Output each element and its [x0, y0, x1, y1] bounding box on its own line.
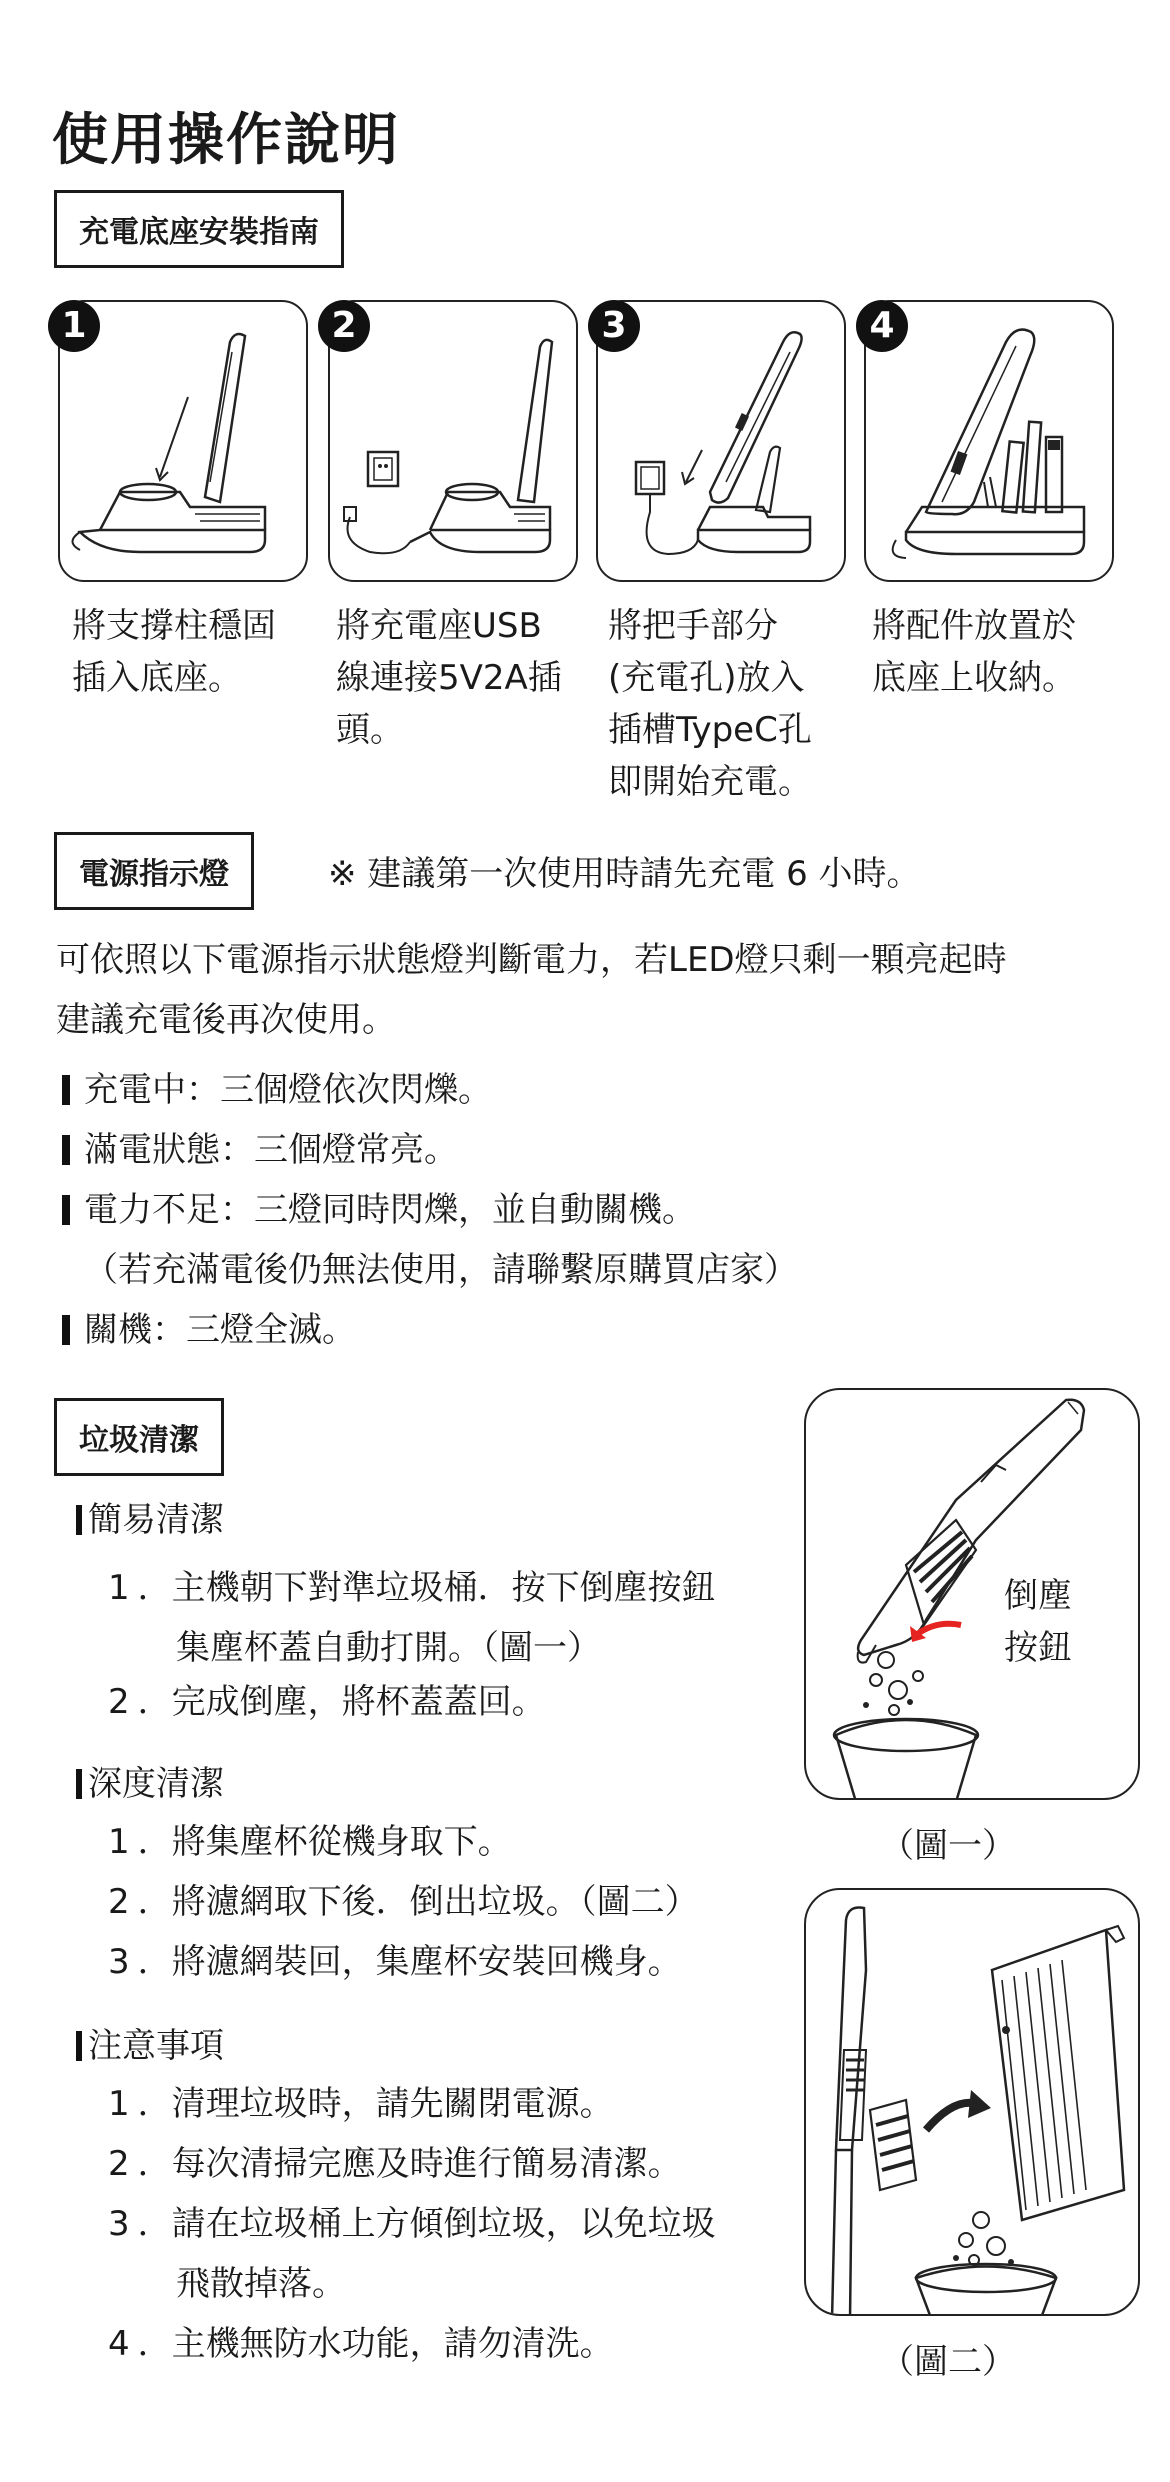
simple-item-2: 2 ．完成倒塵，將杯蓋蓋回。	[108, 1682, 546, 1722]
power-intro: 可依照以下電源指示狀態燈判斷電力，若LED燈只剩一顆亮起時 建議充電後再次使用。	[56, 940, 1007, 1040]
dust-button-label: 倒塵 按鈕	[1004, 1576, 1072, 1668]
step-1-caption: 將支撐柱穩固 插入底座。	[72, 606, 276, 698]
step-4-caption: 將配件放置於 底座上收納。	[872, 606, 1076, 698]
caution-item-1: 1 ．清理垃圾時，請先關閉電源。	[108, 2084, 614, 2124]
caution-item-2: 2 ．每次清掃完應及時進行簡易清潔。	[108, 2144, 682, 2184]
state-full: 滿電狀態：三個燈常亮。	[62, 1122, 458, 1178]
caution-item-4: 4 ．主機無防水功能，請勿清洗。	[108, 2324, 614, 2364]
simple-item-1: 1 ．主機朝下對準垃圾桶．按下倒塵按鈕 集塵杯蓋自動打開。（圖一）	[108, 1568, 716, 1668]
state-note: （若充滿電後仍無法使用，請聯繫原購買店家）	[84, 1250, 798, 1290]
state-low: 電力不足：三燈同時閃爍，並自動關機。	[62, 1182, 696, 1238]
caution-item-3: 3 ．請在垃圾桶上方傾倒垃圾，以免垃圾 飛散掉落。	[108, 2204, 716, 2304]
step-2-caption: 將充電座USB 線連接5V2A插 頭。	[336, 606, 562, 750]
caution-title: 注意事項	[76, 2018, 224, 2067]
step-3-caption: 將把手部分 (充電孔)放入 插槽TypeC孔 即開始充電。	[608, 606, 812, 802]
state-off: 關機：三燈全滅。	[62, 1302, 356, 1358]
deep-clean-title: 深度清潔	[76, 1756, 224, 1805]
section-heading-charging: 充電底座安裝指南	[54, 190, 344, 268]
figure-1-dust-release	[804, 1388, 1140, 1800]
figure-1-caption: （圖一）	[880, 1826, 1016, 1866]
page-title: 使用操作說明	[52, 108, 400, 173]
state-charging: 充電中：三個燈依次閃爍。	[62, 1062, 492, 1118]
charge-note: ※ 建議第一次使用時請先充電 6 小時。	[328, 854, 921, 894]
step-4-number: 4	[856, 300, 908, 352]
section-heading-power: 電源指示燈	[54, 832, 254, 910]
step-3-number: 3	[588, 300, 640, 352]
step-2-illustration	[328, 300, 578, 582]
figure-2-filter-removal	[804, 1888, 1140, 2316]
step-1-illustration	[58, 300, 308, 582]
section-heading-cleaning: 垃圾清潔	[54, 1398, 224, 1476]
deep-item-2: 2 ．將濾網取下後．倒出垃圾。（圖二）	[108, 1882, 699, 1922]
deep-item-1: 1 ．將集塵杯從機身取下。	[108, 1822, 512, 1862]
step-1-number: 1	[48, 300, 100, 352]
step-2-number: 2	[318, 300, 370, 352]
simple-clean-title: 簡易清潔	[76, 1492, 224, 1541]
figure-2-caption: （圖二）	[880, 2342, 1016, 2382]
deep-item-3: 3 ．將濾網裝回，集塵杯安裝回機身。	[108, 1942, 682, 1982]
